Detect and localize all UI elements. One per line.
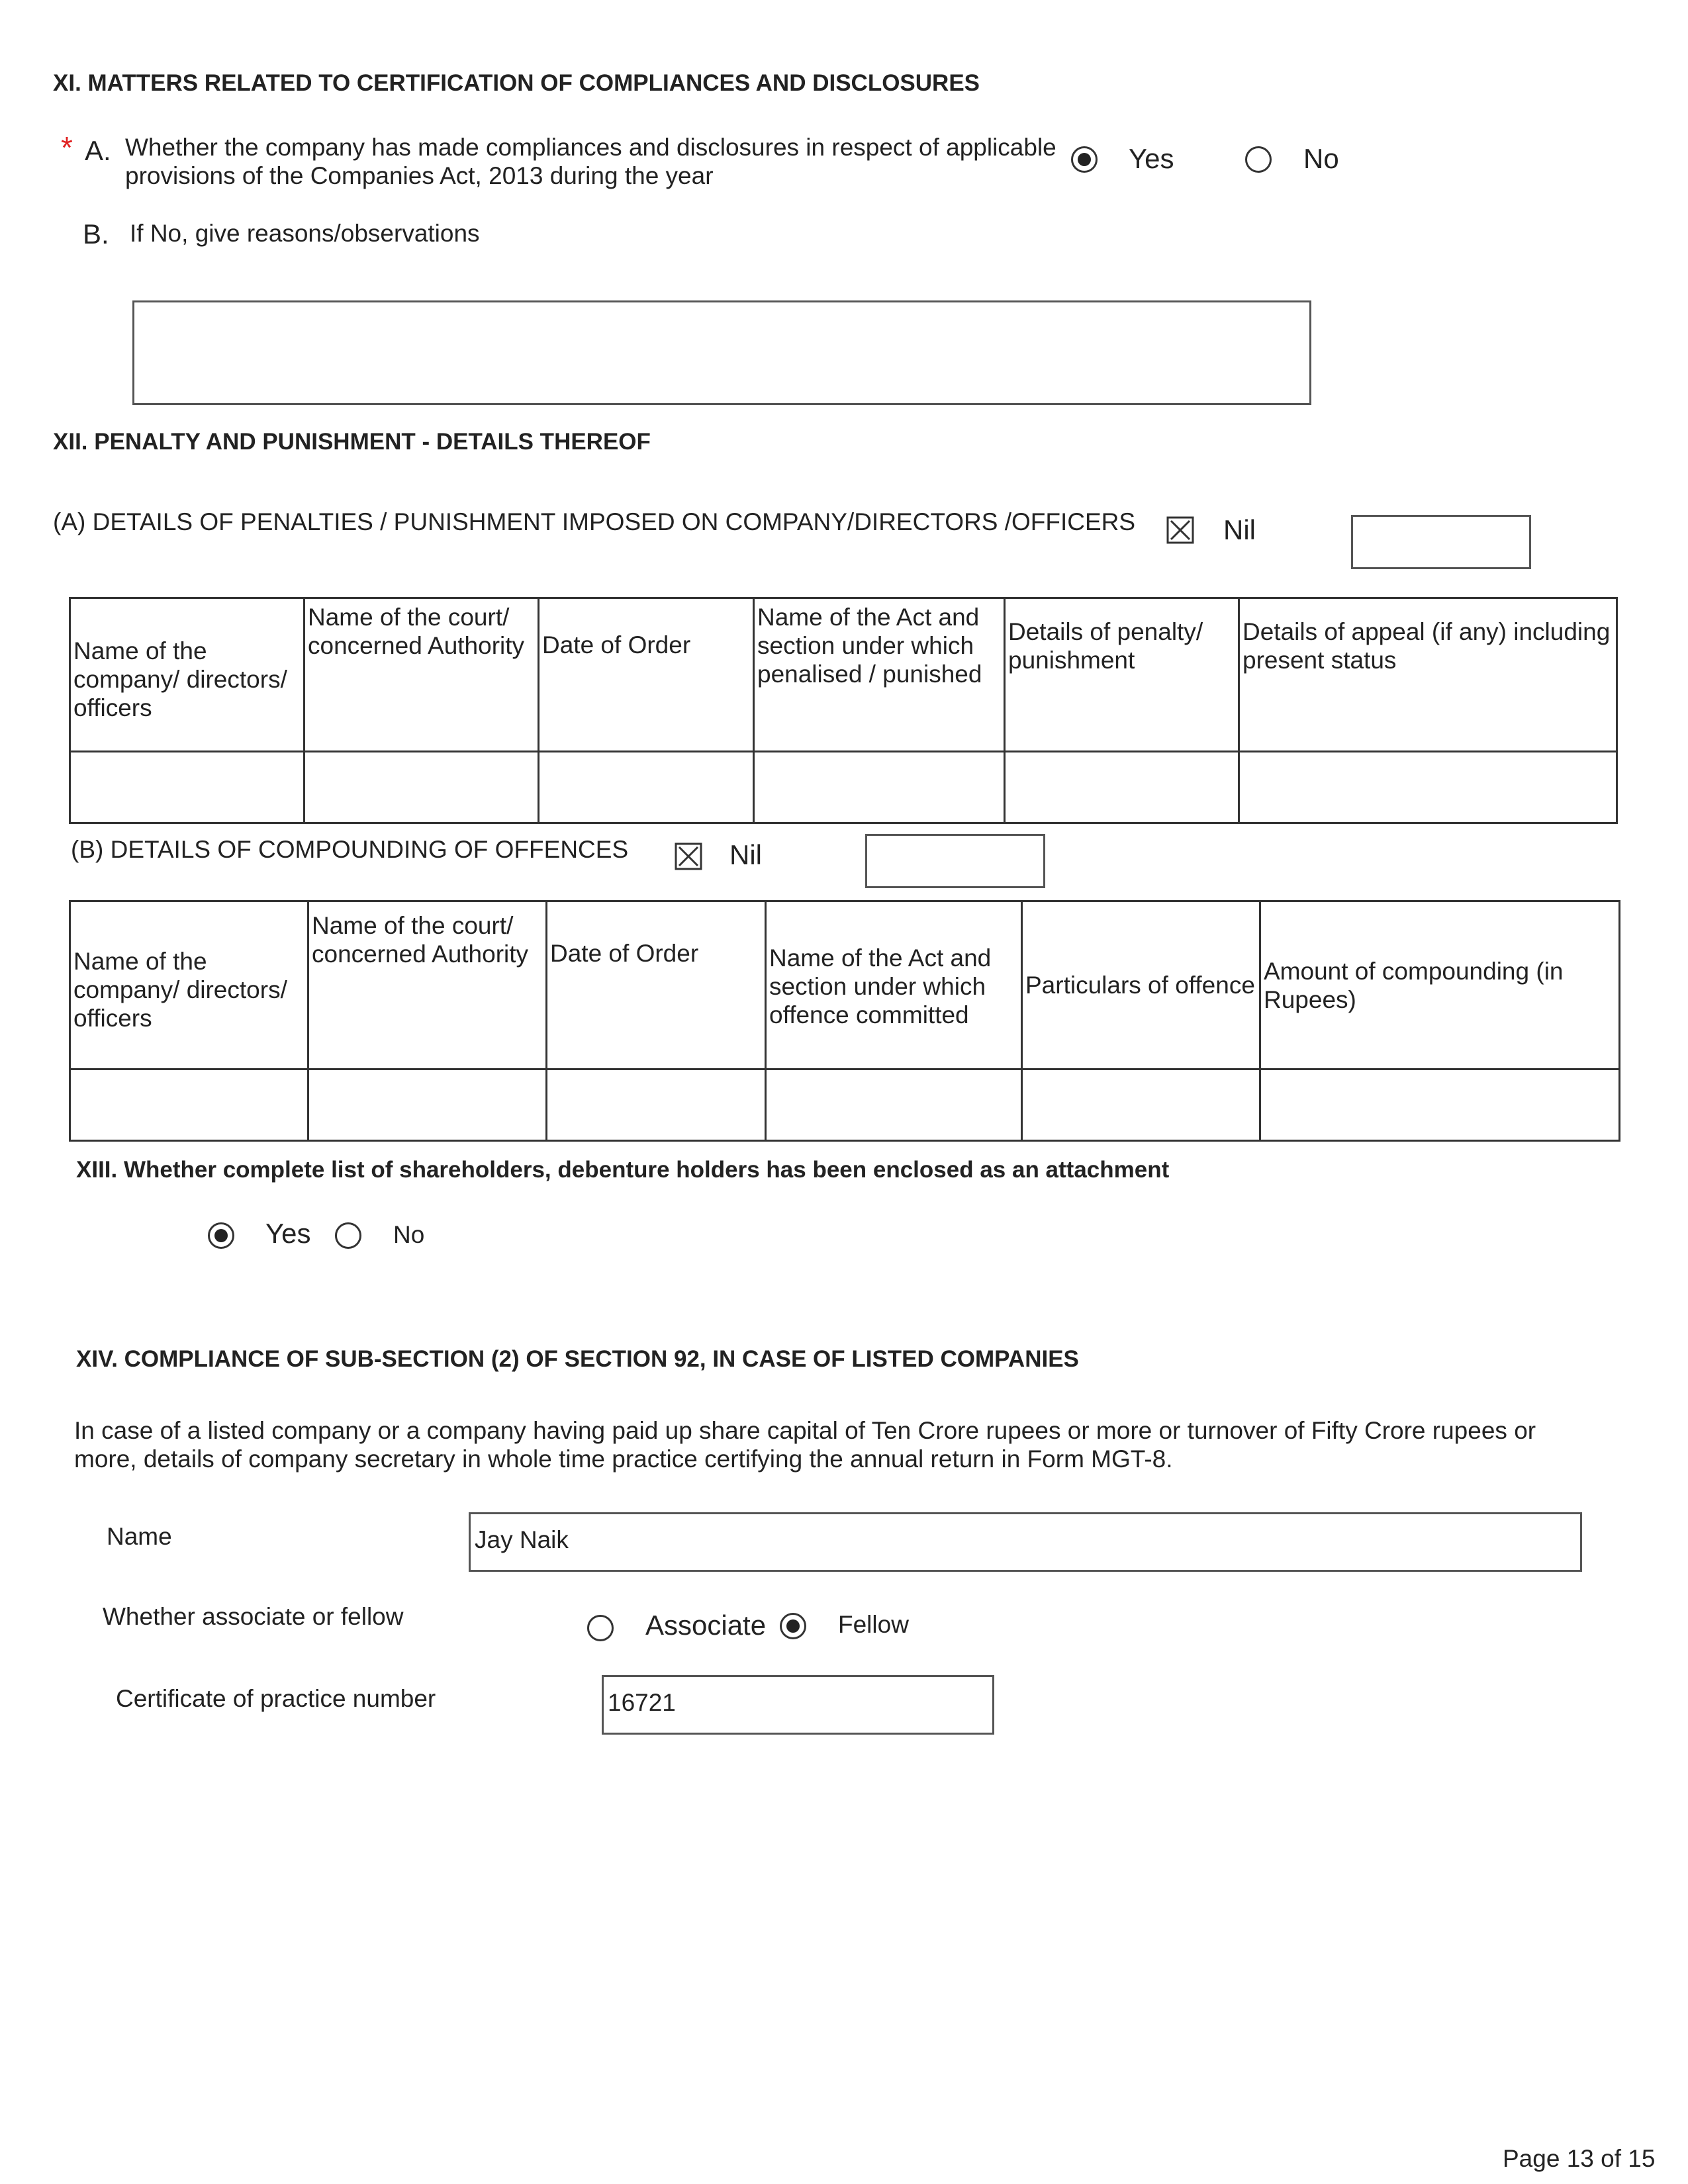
column-header: Date of Order bbox=[547, 901, 766, 1069]
section-xiv-title: XIV. COMPLIANCE OF SUB-SECTION (2) OF SECTION 92, IN CASE OF LISTED COMPANIES bbox=[76, 1346, 1079, 1372]
table-cell[interactable] bbox=[539, 752, 754, 823]
question-b-text: If No, give reasons/observations bbox=[130, 220, 480, 247]
compounding-table bbox=[69, 900, 1620, 1142]
compounding-title: (B) DETAILS OF COMPOUNDING OF OFFENCES bbox=[71, 836, 629, 863]
column-header: Name of the Act and section under which penalised / punished bbox=[754, 598, 1005, 752]
column-header: Name of the court/ concerned Authority bbox=[308, 901, 547, 1069]
table-header-row bbox=[70, 901, 1620, 1069]
penalties-nil-checkbox[interactable] bbox=[1166, 516, 1194, 544]
table-cell[interactable] bbox=[308, 1069, 547, 1141]
section-xiii-title: XIII. Whether complete list of shareholders, debenture holders has been enclosed as an attachment bbox=[76, 1157, 1170, 1183]
table-cell[interactable] bbox=[70, 1069, 308, 1141]
fellow-label: Fellow bbox=[838, 1611, 909, 1638]
section-xii-title: XII. PENALTY AND PUNISHMENT - DETAILS THEREOF bbox=[53, 429, 651, 455]
cs-name-label: Name bbox=[107, 1523, 172, 1550]
penalties-nil-label: Nil bbox=[1223, 514, 1256, 545]
radio-selected-dot bbox=[1078, 153, 1091, 166]
compounding-count-field[interactable] bbox=[865, 834, 1045, 888]
attachment-no-radio[interactable] bbox=[335, 1222, 361, 1249]
column-header: Name of the company/ directors/ officers bbox=[70, 901, 308, 1069]
associate-radio[interactable] bbox=[587, 1615, 614, 1641]
table-row bbox=[70, 752, 1617, 823]
section-xi-title: XI. MATTERS RELATED TO CERTIFICATION OF COMPLIANCES AND DISCLOSURES bbox=[53, 70, 980, 96]
compounding-nil-checkbox[interactable] bbox=[675, 842, 702, 870]
table-cell[interactable] bbox=[754, 752, 1005, 823]
question-a-text-line1: Whether the company has made compliances and disclosures in respect of applicable bbox=[125, 134, 1056, 161]
radio-selected-dot bbox=[786, 1619, 800, 1633]
cs-name-value: Jay Naik bbox=[475, 1526, 569, 1553]
section-xiv-description-line1: In case of a listed company or a company having paid up share capital of Ten Crore rupees or more or turnover of Fifty Crore rupees or bbox=[74, 1417, 1536, 1444]
penalties-count-field[interactable] bbox=[1351, 515, 1531, 569]
table-cell[interactable] bbox=[305, 752, 539, 823]
column-header: Name of the Act and section under which offence committed bbox=[766, 901, 1022, 1069]
membership-type-label: Whether associate or fellow bbox=[103, 1603, 404, 1630]
required-asterisk: * bbox=[61, 130, 73, 165]
compliance-yes-label: Yes bbox=[1129, 143, 1174, 174]
table-cell[interactable] bbox=[1005, 752, 1239, 823]
column-header: Amount of compounding (in Rupees) bbox=[1260, 901, 1620, 1069]
certificate-of-practice-value: 16721 bbox=[608, 1689, 676, 1716]
attachment-yes-label: Yes bbox=[265, 1218, 311, 1249]
table-row bbox=[70, 1069, 1620, 1141]
table-header-row bbox=[70, 598, 1617, 752]
question-a-text-line2: provisions of the Companies Act, 2013 during the year bbox=[125, 162, 714, 189]
compliance-yes-radio[interactable] bbox=[1071, 146, 1098, 173]
penalties-count-value bbox=[1353, 517, 1529, 529]
compounding-nil-label: Nil bbox=[729, 839, 762, 870]
question-b-letter: B. bbox=[83, 218, 109, 250]
table-cell[interactable] bbox=[70, 752, 305, 823]
certificate-of-practice-label: Certificate of practice number bbox=[116, 1685, 436, 1712]
column-header: Details of appeal (if any) including present status bbox=[1239, 598, 1617, 752]
column-header: Name of the company/ directors/ officers bbox=[70, 598, 305, 752]
reasons-observations-field[interactable] bbox=[132, 300, 1311, 405]
radio-selected-dot bbox=[214, 1229, 228, 1242]
compounding-count-value bbox=[867, 836, 1043, 848]
column-header: Particulars of offence bbox=[1022, 901, 1260, 1069]
column-header: Name of the court/ concerned Authority bbox=[305, 598, 539, 752]
penalties-title: (A) DETAILS OF PENALTIES / PUNISHMENT IMPOSED ON COMPANY/DIRECTORS /OFFICERS bbox=[53, 508, 1136, 535]
section-xiv-description-line2: more, details of company secretary in whole time practice certifying the annual return in Form MGT-8. bbox=[74, 1445, 1173, 1473]
compliance-no-radio[interactable] bbox=[1245, 146, 1272, 173]
page-number: Page 13 of 15 bbox=[1503, 2145, 1656, 2172]
reasons-observations-value bbox=[134, 302, 1309, 314]
attachment-no-label: No bbox=[393, 1221, 425, 1248]
table-cell[interactable] bbox=[547, 1069, 766, 1141]
table-cell[interactable] bbox=[1260, 1069, 1620, 1141]
table-cell[interactable] bbox=[1239, 752, 1617, 823]
compliance-no-label: No bbox=[1303, 143, 1339, 174]
column-header: Date of Order bbox=[539, 598, 754, 752]
penalties-table bbox=[69, 597, 1618, 824]
associate-label: Associate bbox=[645, 1610, 767, 1641]
table-cell[interactable] bbox=[766, 1069, 1022, 1141]
attachment-yes-radio[interactable] bbox=[208, 1222, 234, 1249]
certificate-of-practice-field[interactable] bbox=[602, 1675, 994, 1735]
table-cell[interactable] bbox=[1022, 1069, 1260, 1141]
column-header: Details of penalty/ punishment bbox=[1005, 598, 1239, 752]
cs-name-field[interactable] bbox=[469, 1512, 1582, 1572]
fellow-radio[interactable] bbox=[780, 1613, 806, 1639]
question-a-letter: A. bbox=[85, 135, 111, 166]
